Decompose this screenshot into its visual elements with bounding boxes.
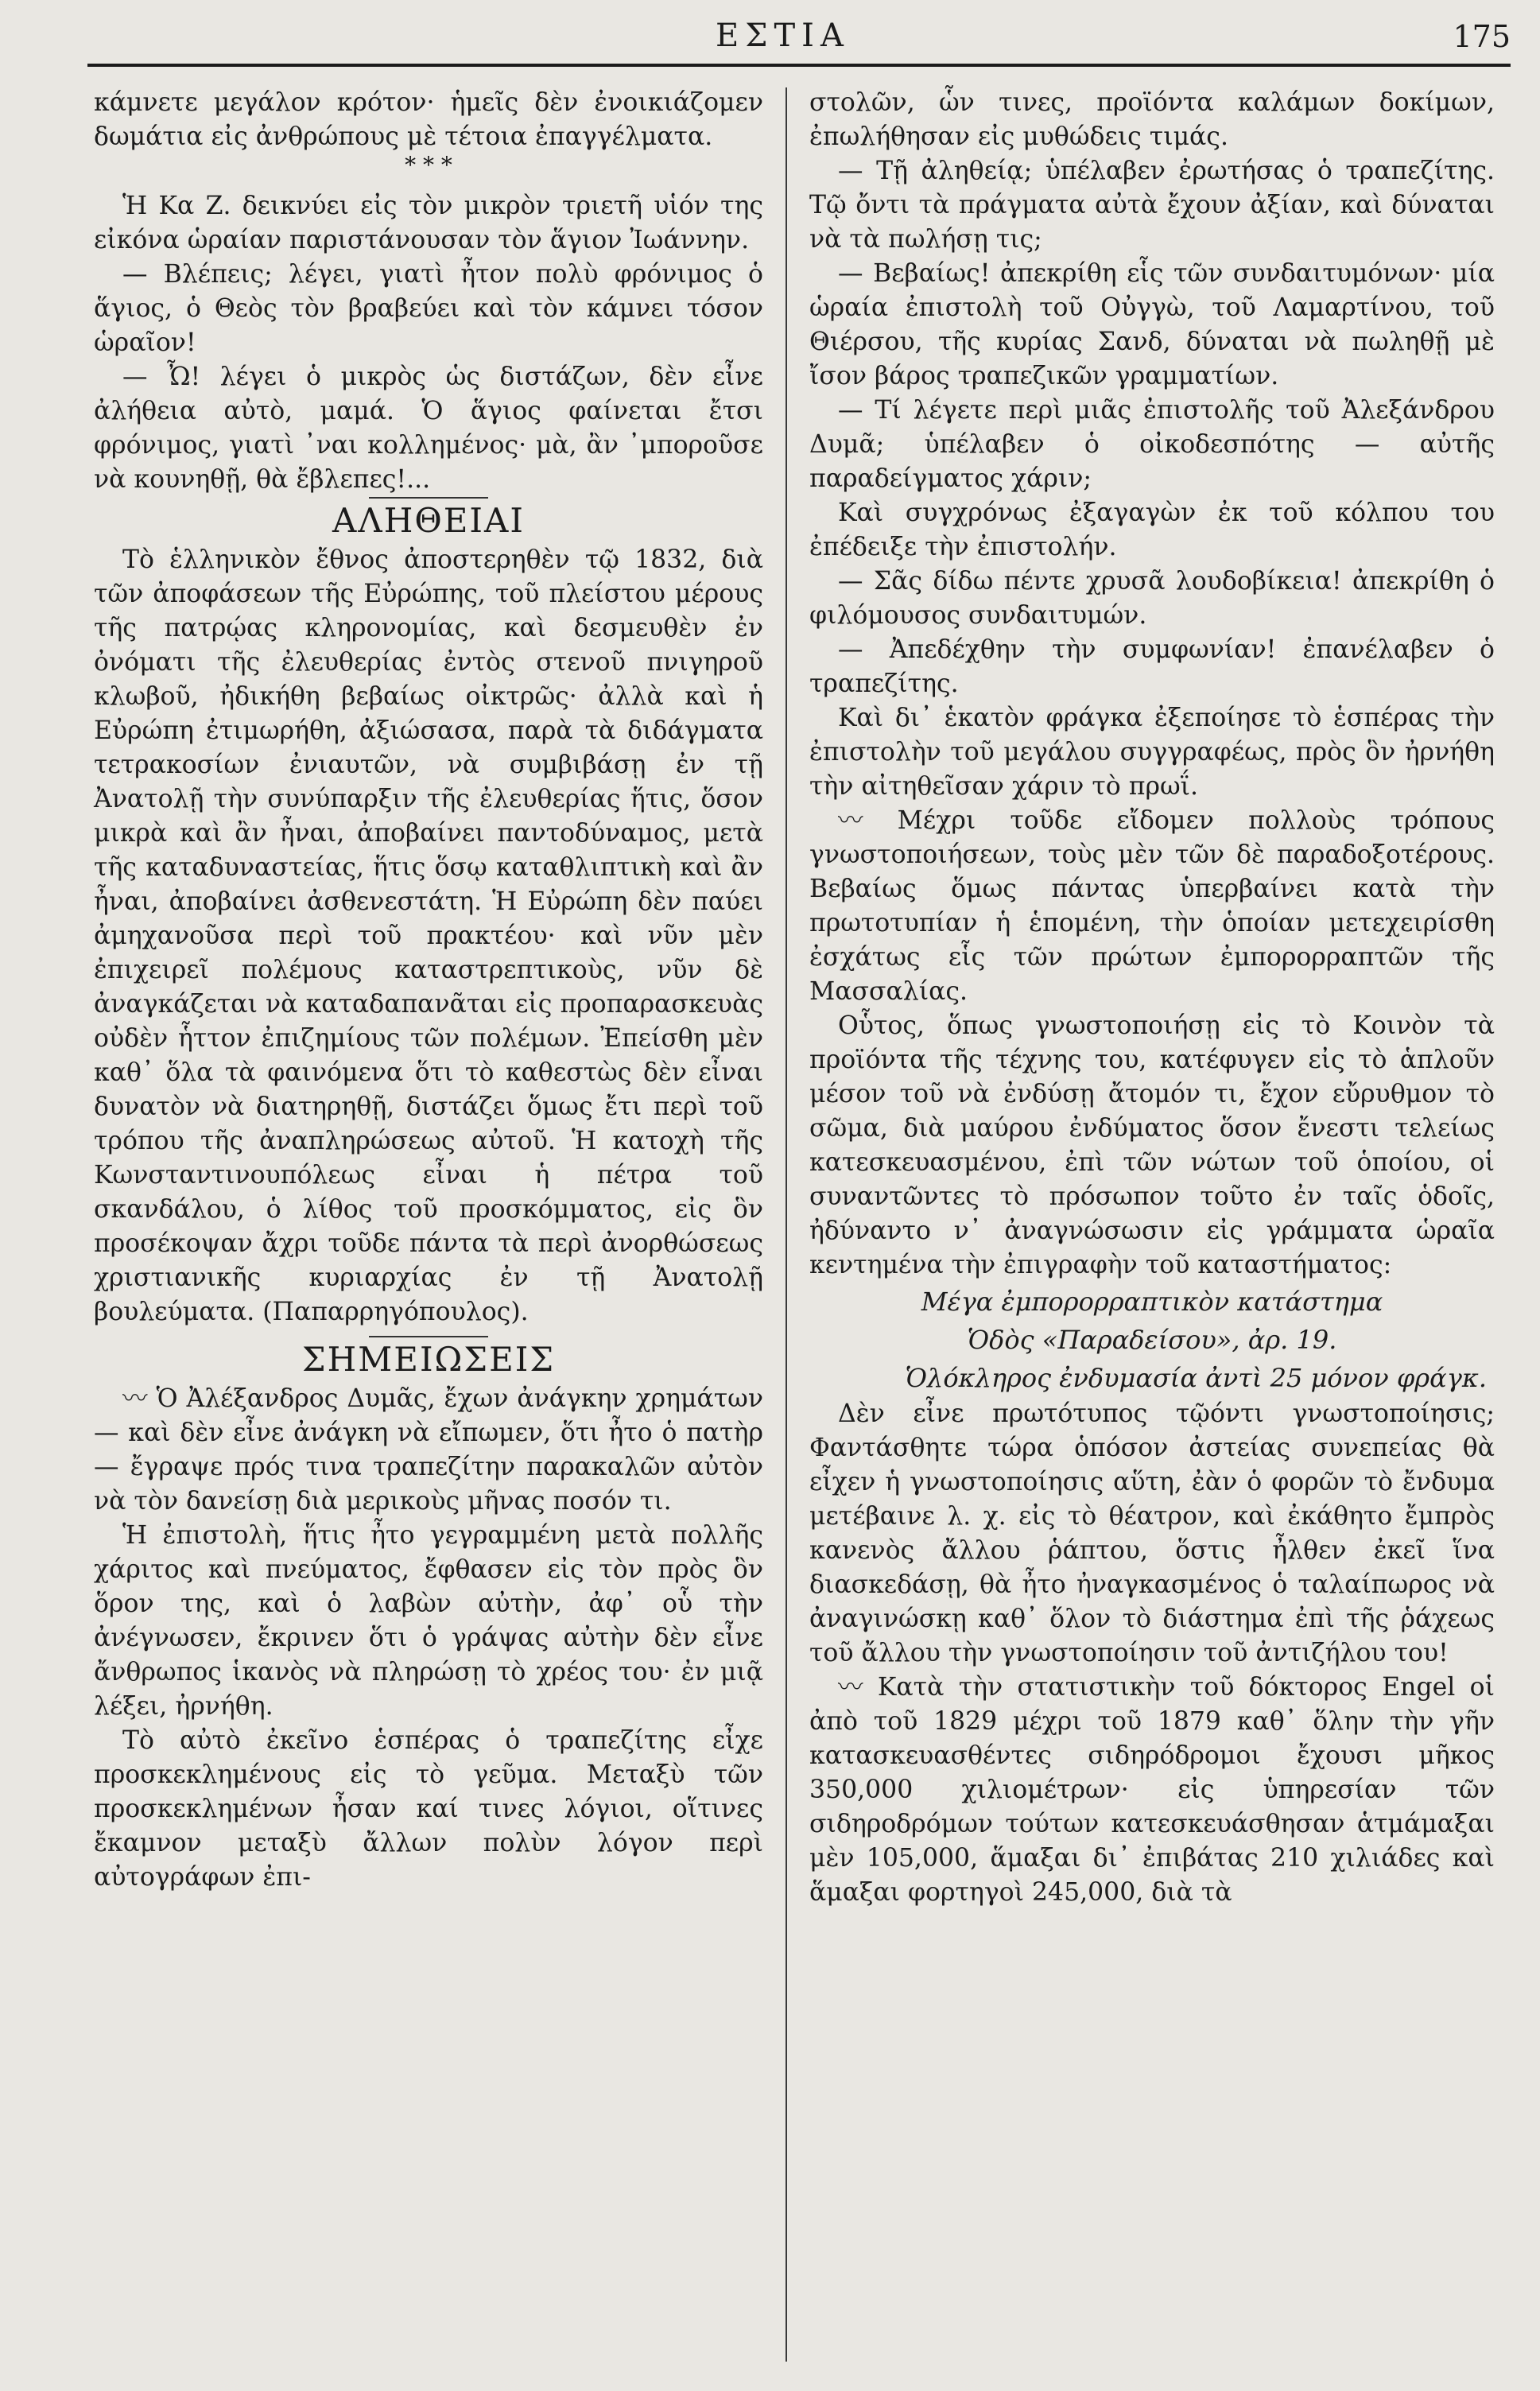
story-paragraph: Καὶ δι᾽ ἑκατὸν φράγκα ἐξεποίησε τὸ ἑσπέρας τὴν ἐπιστολὴν τοῦ μεγάλου συγγραφέως, πρὸς ὃν ἠρνήθη τὴν αἰτηθεῖσαν χάριν τὸ πρωΐ. bbox=[809, 704, 1495, 801]
story-continuation: στολῶν, ὧν τινες, προϊόντα καλάμων δοκίμων, ἐπωλήθησαν εἰς μυθώδεις τιμάς. bbox=[809, 88, 1495, 151]
story-paragraph: — Ἀπεδέχθην τὴν συμφωνίαν! ἐπανέλαβεν ὁ τραπεζίτης. bbox=[809, 635, 1495, 698]
section-rule bbox=[369, 1336, 488, 1337]
header-rule bbox=[87, 64, 1511, 67]
section-rule bbox=[369, 497, 488, 499]
note-paragraph: 〰 Ὁ Ἀλέξανδρος Δυμᾶς, ἔχων ἀνάγκην χρημάτων — καὶ δὲν εἶνε ἀνάγκη νὰ εἴπωμεν, ὅτι ἦτο ὁ πατὴρ — ἔγραψε πρός τινα τραπεζίτην παρακαλῶν αὐτὸν νὰ τὸν δανείσῃ διὰ μερικοὺς μῆνας ποσόν τι. bbox=[94, 1384, 763, 1516]
anecdote-paragraph: — Ὦ! λέγει ὁ μικρὸς ὡς διστάζων, δὲν εἶνε ἀλήθεια αὐτὸ, μαμά. Ὁ ἅγιος φαίνεται ἔτσι φρόνιμος, γιατὶ ᾽ναι κολλημένος· μὰ, ἂν ᾽μποροῦσε νὰ κουνηθῇ, θὰ ἔβλεπες!... bbox=[94, 363, 763, 494]
story-paragraph: — Βεβαίως! ἀπεκρίθη εἷς τῶν συνδαιτυμόνων· μία ὡραία ἐπιστολὴ τοῦ Οὐγγὼ, τοῦ Λαμαρτίνου, τοῦ Θιέρσου, τῆς κυρίας Σανδ, δύναται νὰ πωληθῇ μὲ ἴσον βάρος τραπεζικῶν γραμματίων. bbox=[809, 259, 1495, 390]
story-paragraph: Καὶ συγχρόνως ἐξαγαγὼν ἐκ τοῦ κόλπου του ἐπέδειξε τὴν ἐπιστολήν. bbox=[809, 499, 1495, 561]
section-stars-divider: * * * bbox=[405, 152, 452, 178]
shop-sign-line: Μέγα ἐμπορορραπτικὸν κατάστημα bbox=[921, 1287, 1383, 1317]
story-paragraph: — Τῇ ἀληθείᾳ; ὑπέλαβεν ἐρωτήσας ὁ τραπεζίτης. Τῷ ὄντι τὰ πράγματα αὐτὰ ἔχουν ἀξίαν, καὶ δύναται νὰ τὰ πωλήσῃ τις; bbox=[809, 157, 1495, 254]
note-paragraph: Ἡ ἐπιστολὴ, ἥτις ἦτο γεγραμμένη μετὰ πολλῆς χάριτος καὶ πνεύματος, ἔφθασεν εἰς τὸν πρὸς ὃν ὅρον της, καὶ ὁ λαβὼν αὐτὴν, ἀφ᾽ οὗ τὴν ἀνέγνωσεν, ἔκρινεν ὅτι ὁ γράψας αὐτὴν δὲν εἶνε ἄνθρωπος ἱκανὸς νὰ πληρώσῃ τὸ χρέος του· ἐν μιᾷ λέξει, ἠρνήθη. bbox=[94, 1521, 763, 1721]
shop-sign-line: Ὁλόκληρος ἐνδυμασία ἀντὶ 25 μόνον φράγκ. bbox=[905, 1363, 1487, 1393]
anecdote-paragraph: — Βλέπεις; λέγει, γιατὶ ἦτον πολὺ φρόνιμος ὁ ἅγιος, ὁ Θεὸς τὸν βραβεύει καὶ τὸν κάμνει τόσον ὡραῖον! bbox=[94, 260, 763, 357]
note-paragraph: 〰 Μέχρι τοῦδε εἴδομεν πολλοὺς τρόπους γνωστοποιήσεων, τοὺς μὲν τῶν δὲ παραδοξοτέρους. Βεβαίως ὅμως πάντας ὑπερβαίνει κατὰ τὴν πρωτοτυπίαν ἡ ἑπομένη, τὴν ὁποίαν μετεχειρίσθη ἐσχάτως εἷς τῶν πρώτων ἐμπορορραπτῶν τῆς Μασσαλίας. bbox=[809, 806, 1495, 1006]
story-paragraph: — Τί λέγετε περὶ μιᾶς ἐπιστολῆς τοῦ Ἀλεξάνδρου Δυμᾶ; ὑπέλαβεν ὁ οἰκοδεσπότης — αὐτῆς παραδείγματος χάριν; bbox=[809, 396, 1495, 493]
truths-paragraph: Τὸ ἑλληνικὸν ἔθνος ἀποστερηθὲν τῷ 1832, διὰ τῶν ἀποφάσεων τῆς Εὐρώπης, τοῦ πλείστου μέρους τῆς πατρῴας κληρονομίας, καὶ δεσμευθὲν ἐν ὀνόματι τῆς ἐλευθερίας ἐντὸς στενοῦ πνιγηροῦ κλωβοῦ, ἠδικήθη βεβαίως οἰκτρῶς· ἀλλὰ καὶ ἡ Εὐρώπη ἐτιμωρήθη, ἀξιώσασα, παρὰ τὰ διδάγματα τετρακοσίων ἐνιαυτῶν, νὰ συμβιβάσῃ ἐν τῇ Ἀνατολῇ τὴν συνύπαρξιν τῆς ἐλευθερίας ἥτις, ὅσον μικρὰ καὶ ἂν ἦναι, ἀποβαίνει παντοδύναμος, μετὰ τῆς καταδυναστείας, ἥτις ὅσῳ καταθλιπτικὴ καὶ ἂν ἦναι, ἀποβαίνει ἀσθενεστάτη. Ἡ Εὐρώπη δὲν παύει ἀμηχανοῦσα περὶ τοῦ πρακτέου· καὶ νῦν μὲν ἐπιχειρεῖ πολέμους καταστρεπτικοὺς, νῦν δὲ ἀναγκάζεται νὰ καταδαπανᾶται εἰς προπαρασκευὰς οὐδὲν ἧττον ἐπιζημίους τῶν πολέμων. Ἐπείσθη μὲν καθ᾽ ὅλα τὰ φαινόμενα ὅτι τὸ καθεστὼς δὲν εἶναι δυνατὸν νὰ διατηρηθῇ, διστάζει ὅμως ἔτι περὶ τοῦ τρόπου τῆς ἀναπληρώσεως αὐτοῦ. Ἡ κατοχὴ τῆς Κωνσταντινουπόλεως εἶναι ἡ πέτρα τοῦ σκανδάλου, ὁ λίθος τοῦ προσκόμματος, εἰς ὃν προσέκοψαν ἄχρι τοῦδε πάντα τὰ περὶ ἀνορθώσεως χριστιανικῆς κυριαρχίας ἐν τῇ Ἀνατολῇ βουλεύματα. (Παπαρρηγόπουλος). bbox=[94, 545, 763, 1326]
section-title-truths: ΑΛΗΘΕΙΑΙ bbox=[332, 501, 525, 540]
intro-continuation: κάμνετε μεγάλον κρότον· ἡμεῖς δὲν ἐνοικιάζομεν δωμάτια εἰς ἀνθρώπους μὲ τέτοια ἐπαγγέλματα. bbox=[94, 88, 763, 151]
story-paragraph: — Σᾶς δίδω πέντε χρυσᾶ λουδοβίκεια! ἀπεκρίθη ὁ φιλόμουσος συνδαιτυμών. bbox=[809, 567, 1495, 630]
left-column bbox=[94, 86, 763, 1895]
note-paragraph: Δὲν εἶνε πρωτότυπος τῷόντι γνωστοποίησις; Φαντάσθητε τώρα ὁπόσον ἀστείας συνεπείας θὰ εἶχεν ἡ γνωστοποίησις αὕτη, ἐὰν ὁ φορῶν τὸ ἔνδυμα μετέβαινε λ. χ. εἰς τὸ θέατρον, καὶ ἐκάθητο ἔμπρὸς κανενὸς ἄλλου ῥάπτου, ὅστις ἦλθεν ἐκεῖ ἵνα διασκεδάσῃ, θὰ ἦτο ἠναγκασμένος ὁ ταλαίπωρος νὰ ἀναγινώσκῃ καθ᾽ ὅλον τὸ διάστημα ἐπὶ τῆς ῥάχεως τοῦ ἄλλου τὴν γνωστοποίησιν τοῦ ἀντιζήλου του! bbox=[809, 1399, 1495, 1667]
page-number: 175 bbox=[1453, 19, 1511, 54]
anecdote-paragraph: Ἡ Κα Ζ. δεικνύει εἰς τὸν μικρὸν τριετῆ υἱόν της εἰκόνα ὡραίαν παριστάνουσαν τὸν ἅγιον Ἰωάννην. bbox=[94, 192, 763, 254]
section-title-notes: ΣΗΜΕΙΩΣΕΙΣ bbox=[301, 1340, 556, 1379]
shop-sign-line: Ὁδὸς «Παραδείσου», ἀρ. 19. bbox=[967, 1325, 1337, 1355]
right-column bbox=[809, 86, 1495, 1910]
note-paragraph: Τὸ αὐτὸ ἐκεῖνο ἑσπέρας ὁ τραπεζίτης εἶχε προσκεκλημένους εἰς τὸ γεῦμα. Μεταξὺ τῶν προσκεκλημένων ἦσαν καί τινες λόγιοι, οἵτινες ἔκαμνον μεταξὺ ἄλλων πολὺν λόγον περὶ αὐτογράφων ἐπι- bbox=[94, 1726, 763, 1892]
note-paragraph: Οὗτος, ὅπως γνωστοποιήσῃ εἰς τὸ Κοινὸν τὰ προϊόντα τῆς τέχνης του, κατέφυγεν εἰς τὸ ἁπλοῦν μέσον τοῦ νὰ ἐνδύσῃ ἄτομόν τι, ἔχον εὔρυθμον τὸ σῶμα, διὰ μαύρου ἐνδύματος ὅσον ἔνεστι τελείως κατεσκευασμένου, ἐπὶ τῶν νώτων τοῦ ὁποίου, οἱ συναντῶντες τὸ πρόσωπον τοῦτο ἐν ταῖς ὁδοῖς, ἠδύναντο ν᾽ ἀναγνώσωσιν εἰς γράμματα ὡραῖα κεντημένα τὴν ἐπιγραφὴν τοῦ καταστήματος: bbox=[809, 1011, 1495, 1279]
column-divider bbox=[786, 87, 787, 2362]
note-paragraph: 〰 Κατὰ τὴν στατιστικὴν τοῦ δόκτορος Engel οἱ ἀπὸ τοῦ 1829 μέχρι τοῦ 1879 καθ᾽ ὅλην τὴν γῆν κατασκευασθέντες σιδηρόδρομοι ἔχουσι μῆκος 350,000 χιλιομέτρων· εἰς ὑπηρεσίαν τῶν σιδηροδρόμων τούτων κατεσκευάσθησαν ἁτμάμαξαι μὲν 105,000, ἅμαξαι δι᾽ ἐπιβάτας 210 χιλιάδες καὶ ἅμαξαι φορτηγοὶ 245,000, διὰ τὰ bbox=[809, 1673, 1495, 1907]
page-header bbox=[87, 11, 1511, 59]
journal-name: ΕΣΤΙΑ bbox=[716, 17, 850, 54]
